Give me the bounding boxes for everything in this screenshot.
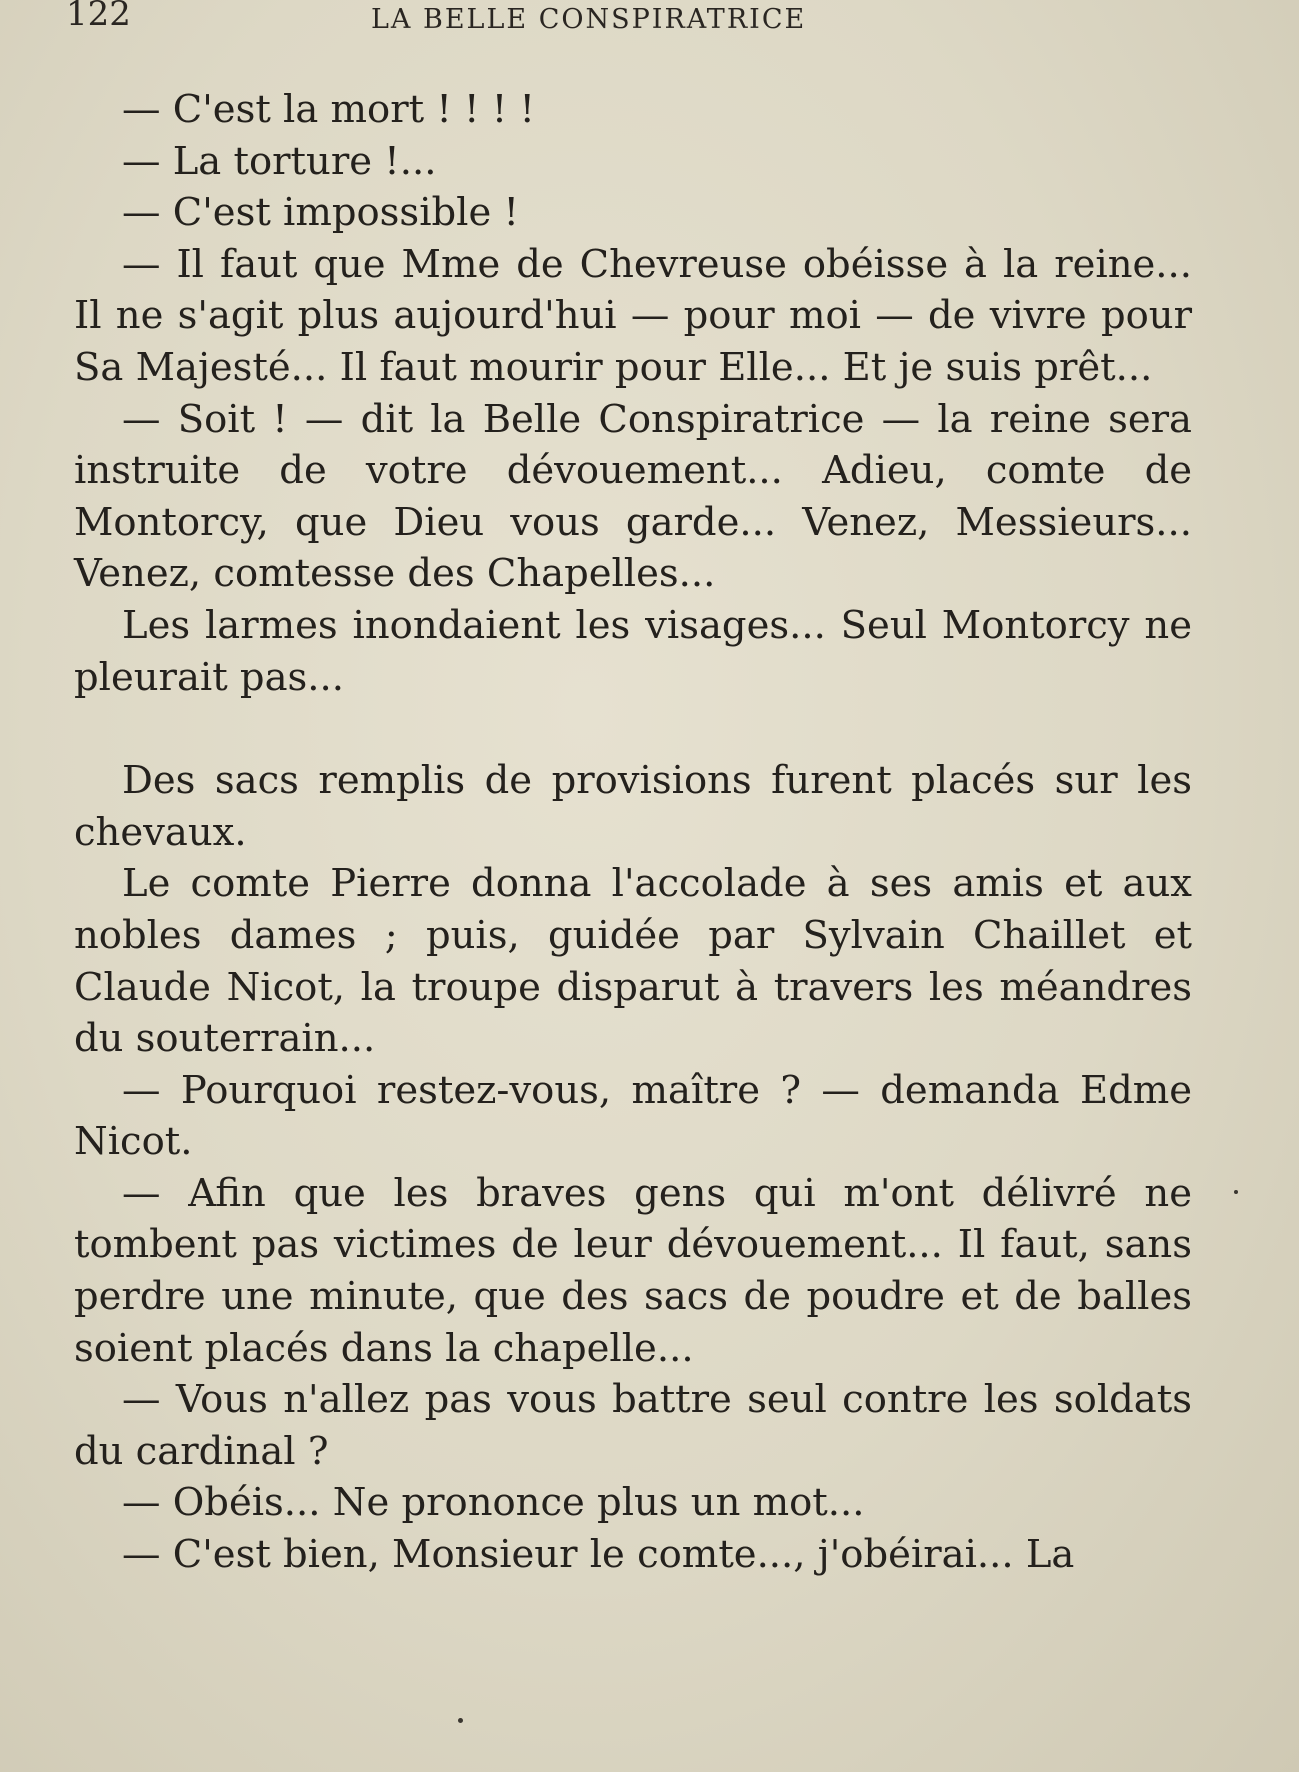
paragraph-5: — Soit ! — dit la Belle Conspiratrice — la reine sera instruite de votre dévouement... Adieu, comte de Montorcy, que Dieu vous garde... Venez, Messieurs... Venez, comtesse des Chapelles... xyxy=(74,396,1192,597)
paragraph-10: — Afin que les braves gens qui m'ont délivré ne tombent pas victimes de leur dévouement... Il faut, sans perdre une minute, que des sacs de poudre et de balles soient placés dans la chapelle... xyxy=(74,1170,1192,1371)
ink-speck xyxy=(458,1718,463,1723)
ink-speck xyxy=(1234,1190,1238,1194)
running-title: LA BELLE CONSPIRATRICE xyxy=(371,4,807,35)
paragraph-7: Des sacs remplis de provisions furent placés sur les chevaux. xyxy=(74,758,1192,855)
page-number: 122 xyxy=(66,0,131,34)
paragraph-12: — Obéis... Ne prononce plus un mot... xyxy=(122,1480,865,1526)
paragraph-1: — C'est la mort ! ! ! ! xyxy=(122,87,535,132)
paragraph-11: — Vous n'allez pas vous battre seul contre les soldats du cardinal ? xyxy=(74,1377,1192,1474)
paragraph-13: — C'est bien, Monsieur le comte..., j'obéirai... La xyxy=(122,1532,1075,1578)
paragraph-2: — La torture !... xyxy=(122,138,437,184)
paragraph-4: — Il faut que Mme de Chevreuse obéisse à la reine... Il ne s'agit plus aujourd'hui — pour moi — de vivre pour Sa Majesté... Il faut mourir pour Elle... Et je suis prêt... xyxy=(74,241,1192,390)
paragraph-9: — Pourquoi restez-vous, maître ? — demanda Edme Nicot. xyxy=(74,1067,1192,1165)
body-text xyxy=(74,84,1192,1581)
paragraph-3: — C'est impossible ! xyxy=(122,190,519,236)
running-head xyxy=(66,0,1196,44)
paragraph-6: Les larmes inondaient les visages... Seul Montorcy ne pleurait pas... xyxy=(74,602,1192,700)
paragraph-8: Le comte Pierre donna l'accolade à ses amis et aux nobles dames ; puis, guidée par Sylvain Chaillet et Claude Nicot, la troupe disparut à travers les méandres du souterrain... xyxy=(74,861,1192,1062)
